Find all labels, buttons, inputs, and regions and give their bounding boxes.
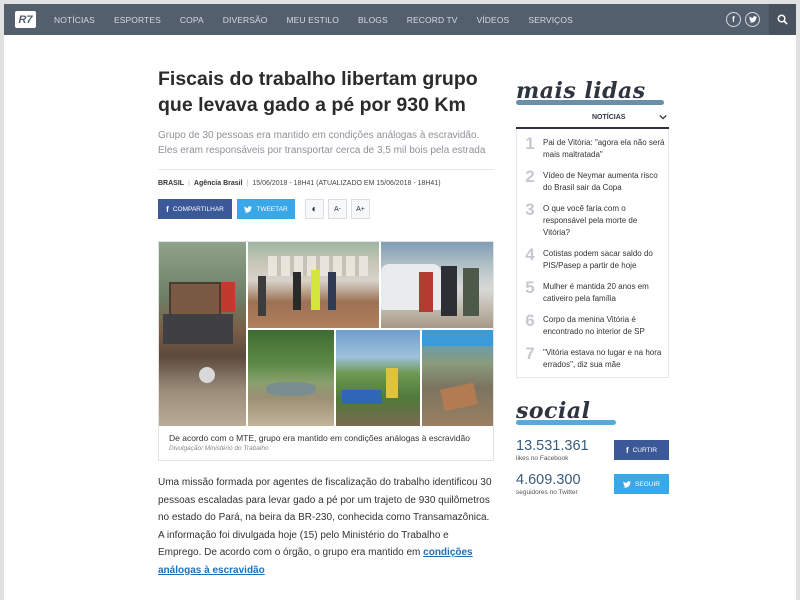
list-item[interactable] bbox=[517, 168, 668, 194]
r7-logo[interactable]: R7 bbox=[15, 11, 36, 28]
nav-item-meu-estilo[interactable]: MEU ESTILO bbox=[286, 14, 339, 25]
list-item[interactable] bbox=[517, 135, 668, 161]
rank-number: 5 bbox=[525, 278, 535, 297]
most-read-list bbox=[516, 129, 669, 378]
search-button[interactable] bbox=[769, 4, 796, 35]
sidebar bbox=[516, 78, 669, 496]
facebook-stats bbox=[516, 438, 669, 462]
font-increase-button[interactable]: A+ bbox=[351, 199, 370, 219]
list-item-title[interactable]: Cotistas podem sacar saldo do PIS/Pasep a partir de hoje bbox=[543, 249, 653, 270]
twitter-stats bbox=[516, 472, 669, 496]
rank-number: 3 bbox=[525, 200, 535, 219]
tweet-label: TWEETAR bbox=[256, 205, 288, 213]
list-item-title[interactable]: O que você faria com o responsável pela morte de Vitória? bbox=[543, 204, 638, 237]
contrast-icon: ◐ bbox=[311, 203, 318, 215]
share-facebook-button[interactable] bbox=[158, 199, 232, 219]
twitter-icon bbox=[244, 206, 252, 213]
section-link[interactable]: BRASIL bbox=[158, 180, 185, 187]
source-label: Agência Brasil bbox=[193, 180, 243, 187]
nav-item-videos[interactable]: VÍDEOS bbox=[476, 14, 510, 25]
twitter-follow-button[interactable] bbox=[614, 474, 669, 494]
rank-number: 1 bbox=[525, 134, 535, 153]
most-read-tab-select[interactable] bbox=[516, 111, 669, 129]
publish-date: 15/06/2018 - 18H41 (ATUALIZADO EM 15/06/2018 - 18H41) bbox=[252, 180, 441, 187]
figure-caption bbox=[159, 426, 493, 460]
article-headline: Fiscais do trabalho libertam grupo que levava gado a pé por 930 Km bbox=[158, 68, 478, 116]
body-paragraph: Uma missão formada por agentes de fiscalização do trabalho identificou 30 pessoas escaladas para levar gado a pé por um trajeto de 930 quilômetros no estado do Pará, na beira da BR-230, conhecida como Transamazônica. A informação foi divulgada hoje (15) pelo Ministério do Trabalho e Emprego. De acordo com o órgão, o grupo era mantido em bbox=[158, 477, 492, 558]
follow-label: SEGUIR bbox=[635, 480, 660, 488]
list-item[interactable] bbox=[517, 312, 668, 338]
search-icon bbox=[777, 14, 788, 25]
article-body bbox=[158, 474, 494, 579]
nav-item-record-tv[interactable]: RECORD TV bbox=[406, 14, 458, 25]
nav-item-esportes[interactable]: ESPORTES bbox=[113, 14, 161, 25]
list-item-title[interactable]: Corpo da menina Vitória é encontrado no interior de SP bbox=[543, 315, 645, 336]
photo-credit: Divulgação/ Ministério do Trabalho bbox=[169, 445, 269, 452]
facebook-likes-count: 13.531.361 bbox=[516, 438, 589, 454]
tweet-button[interactable] bbox=[237, 199, 295, 219]
photo-collage[interactable] bbox=[159, 242, 493, 426]
list-item[interactable] bbox=[517, 246, 668, 272]
caption-text: De acordo com o MTE, grupo era mantido em condições análogas à escravidão bbox=[169, 433, 470, 443]
facebook-icon: f bbox=[625, 445, 629, 455]
nav-item-copa[interactable]: COPA bbox=[179, 14, 204, 25]
article-subtitle: Grupo de 30 pessoas era mantido em condições análogas à escravidão. Eles eram responsáveis por transportar cerca de 3,5 mil bois pela estrada bbox=[158, 130, 486, 156]
photo-shelter bbox=[422, 330, 493, 426]
list-item-title[interactable]: Mulher é mantida 20 anos em cativeiro pela família bbox=[543, 282, 649, 303]
divider bbox=[158, 169, 494, 170]
twitter-followers-label: seguidores no Twitter bbox=[516, 489, 578, 496]
nav-item-diversao[interactable]: DIVERSÃO bbox=[222, 14, 268, 25]
list-item[interactable] bbox=[517, 201, 668, 239]
article-actions bbox=[158, 199, 494, 219]
rank-number: 2 bbox=[525, 167, 535, 186]
list-item-title[interactable]: Vídeo de Neymar aumenta risco do Brasil sair da Copa bbox=[543, 171, 658, 192]
body-link[interactable]: condições análogas à escravidão bbox=[158, 547, 473, 576]
list-item-title[interactable]: Pai de Vitória: "agora ela não será mais maltratada" bbox=[543, 138, 665, 159]
rank-number: 4 bbox=[525, 245, 535, 264]
photo-tarp-camp bbox=[336, 330, 420, 426]
top-nav bbox=[4, 4, 796, 35]
article-meta: BRASIL | Agência Brasil | 15/06/2018 - 18H41 (ATUALIZADO EM 15/06/2018 - 18H41) bbox=[158, 180, 441, 187]
twitter-icon[interactable] bbox=[745, 12, 760, 27]
twitter-icon bbox=[623, 481, 631, 488]
photo-camp-truck bbox=[159, 242, 246, 426]
list-item[interactable] bbox=[517, 279, 668, 305]
facebook-icon: f bbox=[166, 204, 169, 214]
chevron-down-icon bbox=[659, 114, 667, 120]
list-item[interactable] bbox=[517, 345, 668, 371]
social-title: social bbox=[516, 398, 669, 428]
nav-item-servicos[interactable]: SERVIÇOS bbox=[528, 14, 573, 25]
browser-frame bbox=[4, 4, 796, 600]
facebook-icon[interactable]: f bbox=[726, 12, 741, 27]
nav-social-links bbox=[726, 12, 760, 27]
nav-menu bbox=[54, 15, 592, 25]
list-item-title[interactable]: "Vitória estava no lugar e na hora errados", diz sua mãe bbox=[543, 348, 662, 369]
twitter-followers-count: 4.609.300 bbox=[516, 472, 581, 488]
facebook-likes-label: likes no Facebook bbox=[516, 455, 569, 462]
photo-stream bbox=[248, 330, 334, 426]
font-decrease-button[interactable]: A- bbox=[328, 199, 347, 219]
article-figure bbox=[158, 241, 494, 461]
contrast-button[interactable] bbox=[305, 199, 324, 219]
nav-item-noticias[interactable]: NOTÍCIAS bbox=[54, 14, 95, 25]
facebook-like-button[interactable] bbox=[614, 440, 669, 460]
like-label: CURTIR bbox=[632, 446, 658, 454]
photo-cattle-inspectors bbox=[248, 242, 379, 328]
most-read-title: mais lidas bbox=[516, 78, 669, 108]
rank-number: 6 bbox=[525, 311, 535, 330]
tab-noticias[interactable]: NOTÍCIAS bbox=[592, 113, 626, 121]
rank-number: 7 bbox=[525, 344, 535, 363]
article bbox=[158, 66, 494, 579]
share-label: COMPARTILHAR bbox=[172, 205, 224, 213]
photo-car-group bbox=[381, 242, 493, 328]
nav-item-blogs[interactable]: BLOGS bbox=[357, 14, 388, 25]
